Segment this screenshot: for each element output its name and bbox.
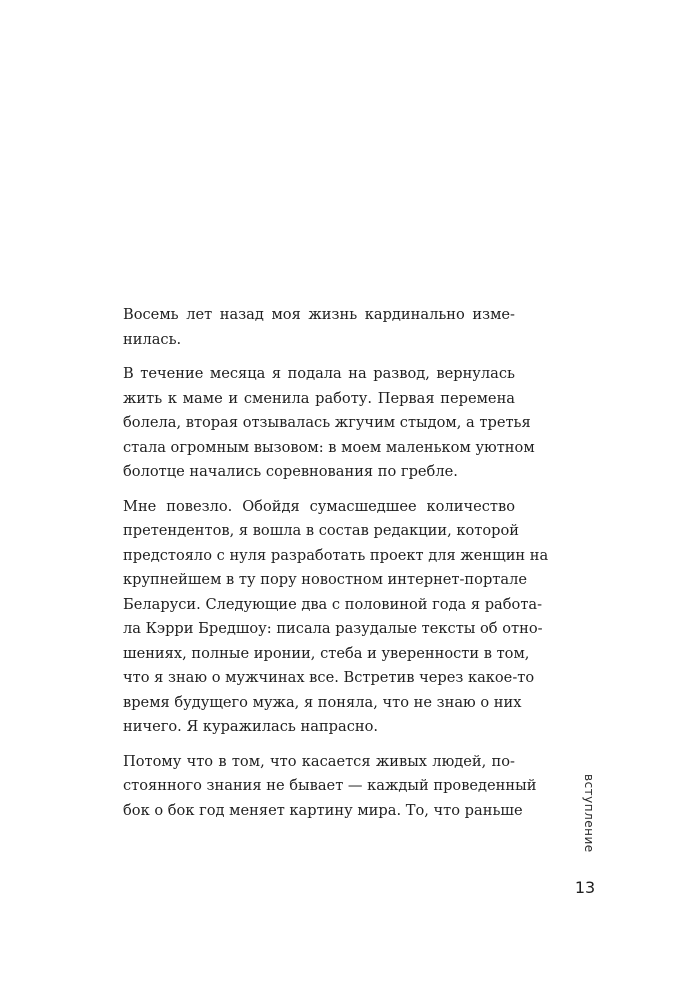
text-line: нилась. bbox=[123, 330, 182, 348]
paragraph-4 bbox=[123, 750, 537, 824]
text-line: что я знаю о мужчинах все. Встретив через какое-то bbox=[123, 669, 535, 686]
text-line: шениях, полные иронии, стеба и уверенности в том, bbox=[123, 644, 530, 662]
text-line: ла Кэрри Бредшоу: писала разудалые тексты об отно- bbox=[123, 620, 543, 637]
text-line: В течение месяца я подала на развод, вернулась bbox=[123, 365, 515, 382]
paragraph-2 bbox=[123, 362, 535, 485]
text-line: крупнейшем в ту пору новостном интернет-портале bbox=[123, 571, 527, 588]
text-line: время будущего мужа, я поняла, что не знаю о них bbox=[123, 693, 522, 711]
text-line: Восемь лет назад моя жизнь кардинально изме- bbox=[123, 306, 515, 323]
text-line: болела, вторая отзывалась жгучим стыдом, а третья bbox=[123, 414, 531, 431]
text-line: стоянного знания не бывает — каждый проведенный bbox=[123, 777, 537, 794]
paragraph-1 bbox=[123, 303, 515, 352]
text-line: бок о бок год меняет картину мира. То, что раньше bbox=[123, 801, 523, 819]
text-line: ничего. Я куражилась напрасно. bbox=[123, 718, 379, 735]
text-line: Беларуси. Следующие два с половиной года я работа- bbox=[123, 595, 543, 613]
text-line: стала огромным вызовом: в моем маленьком уютном bbox=[123, 438, 535, 456]
page-number: 13 bbox=[574, 878, 596, 897]
text-line: предстояло с нуля разработать проект для женщин на bbox=[123, 546, 549, 564]
text-line: Мне повезло. Обойдя сумасшедшее количество bbox=[123, 497, 515, 515]
text-line: болотце начались соревнования по гребле. bbox=[123, 463, 458, 480]
text-line: жить к маме и сменила работу. Первая перемена bbox=[123, 389, 515, 407]
section-label: вступление bbox=[582, 774, 596, 853]
paragraph-3 bbox=[123, 495, 549, 740]
text-line: претендентов, я вошла в состав редакции, которой bbox=[123, 522, 520, 539]
body-text bbox=[123, 303, 549, 833]
text-line: Потому что в том, что касается живых людей, по- bbox=[123, 752, 515, 770]
